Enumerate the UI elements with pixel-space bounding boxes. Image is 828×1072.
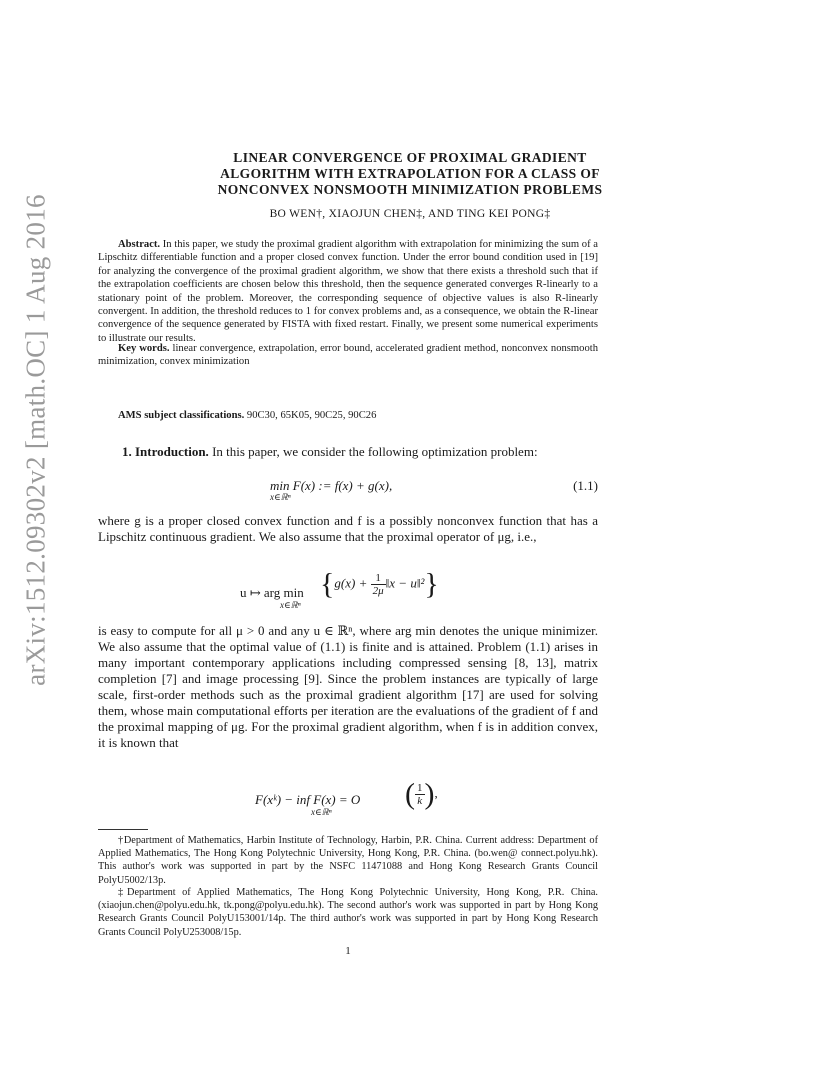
section-intro-text: In this paper, we consider the following optimization problem: — [208, 444, 538, 459]
paper-title — [120, 150, 700, 198]
ams-classifications — [98, 409, 598, 422]
complexity-fraction — [415, 782, 425, 807]
prox-braced-expression: {g(x) + $\frac{1}{2\mu}$ ‖x − u‖²} — [320, 567, 439, 601]
title-line-2: ALGORITHM WITH EXTRAPOLATION FOR A CLASS OF — [220, 166, 600, 181]
ams-text: 90C30, 65K05, 90C25, 90C26 — [244, 410, 377, 421]
abstract-text: In this paper, we study the proximal gradient algorithm with extrapolation for minimizing the sum of a Lipschitz differentiable function and a proper closed convex function. Under the error bound condition used in [19] for analyzing the convergence of the proximal gradient algorithm, we show that there exists a threshold such that if the extrapolation coefficients are chosen below this threshold, then the sequence generated converges R-linearly to a stationary point of the problem. Moreover, the corresponding sequence of objective values is also R-linearly convergent. In addition, the threshold reduces to 1 for convex problems and, as a consequence, we obtain the R-linear convergence of the sequence generated by FISTA with fixed restart. Finally, we present some numerical experiments to illustrate our results. — [98, 239, 598, 344]
prox-denominator: 2μ — [372, 585, 384, 597]
equation-complexity — [255, 777, 555, 822]
complexity-tail: , — [434, 785, 438, 801]
complexity-numerator: 1 — [417, 782, 423, 794]
abstract — [98, 238, 598, 345]
arxiv-identifier: arXiv:1512.09302v2 [math.OC] 1 Aug 2016 — [20, 194, 51, 686]
footnote-rule — [98, 829, 148, 830]
page-number: 1 — [345, 945, 351, 957]
prox-fraction — [371, 572, 386, 597]
equation-1-1 — [98, 476, 598, 506]
introduction-section — [98, 444, 598, 460]
complexity-denominator: k — [417, 795, 423, 807]
equation-1-1-number: (1.1) — [573, 478, 598, 493]
paragraph-2: is easy to compute for all μ > 0 and any u ∈ ℝⁿ, where arg min denotes the unique minimizer. We also assume that the optimal value of (1.1) is finite and is attained. Problem (1.1) arises in many important contemporary applications including compressed sensing [8, 13], matrix completion [7] and image processing [9]. Since the problem instances are typically of large scale, first-order methods such as the proximal gradient algorithm [17] are used for solving them, whose main computational efforts per iteration are the evaluations of the gradient of f and the proximal mapping of μg. For the proximal gradient algorithm, when f is in addition convex, it is known that — [98, 623, 598, 750]
ams-label: AMS subject classifications. — [118, 410, 245, 421]
complexity-paren-frac: ( $\frac{1}{k}$ ), — [405, 777, 438, 811]
prox-inner-right: ‖x − u‖² — [385, 575, 425, 591]
keywords — [98, 342, 598, 369]
equation-1-1-subscript: x∈ℝⁿ — [270, 492, 291, 502]
arxiv-sidebar — [16, 194, 56, 686]
title-line-1: LINEAR CONVERGENCE OF PROXIMAL GRADIENT — [233, 150, 587, 165]
author-list: BO WEN†, XIAOJUN CHEN‡, AND TING KEI PONG‡ — [269, 208, 551, 220]
complexity-subscript: x∈ℝⁿ — [311, 807, 332, 817]
paragraph-1: where g is a proper closed convex function and f is a possibly nonconvex function that has a Lipschitz continuous gradient. We also assume that the proximal operator of μg, i.e., — [98, 513, 598, 544]
keywords-text: linear convergence, extrapolation, error bound, accelerated gradient method, nonconvex nonsmooth minimization, convex minimization — [98, 343, 598, 368]
keywords-label: Key words. — [118, 343, 170, 354]
footnote-2: ‡Department of Applied Mathematics, The Hong Kong Polytechnic University, Hong Kong, P.R. China.(xiaojun.chen@polyu.edu.hk, tk.pong@polyu.edu.hk). The second author's work was supported in part by Hong Kong Research Grants Council PolyU153001/14p. The third author's work was supported in part by Hong Kong Research Grants Council PolyU253008/15p. — [98, 887, 598, 938]
prox-arg-min: u ↦ arg min — [240, 585, 304, 600]
equation-prox-operator — [240, 567, 540, 612]
footnote-1: †Department of Mathematics, Harbin Institute of Technology, Harbin, P.R. China. Current address: Department of Applied Mathematics, The Hong Kong Polytechnic University, Hong Kong, P.R. China. (bo.wen@ connect.polyu.hk). This author's work was supported in part by the NSFC 11471088 and Hong Kong Research Grants Council PolyU5002/13p. — [98, 835, 598, 886]
abstract-label: Abstract. — [118, 239, 161, 250]
equation-1-1-body: min F(x) := f(x) + g(x), — [270, 478, 393, 493]
section-heading: 1. Introduction. — [122, 444, 209, 459]
prox-numerator: 1 — [371, 572, 386, 585]
complexity-left: F(xᵏ) − inf F(x) = O — [255, 792, 361, 807]
title-line-3: NONCONVEX NONSMOOTH MINIMIZATION PROBLEMS — [217, 182, 603, 197]
prox-subscript: x∈ℝⁿ — [280, 600, 301, 610]
prox-inner-left: g(x) + — [334, 575, 371, 591]
